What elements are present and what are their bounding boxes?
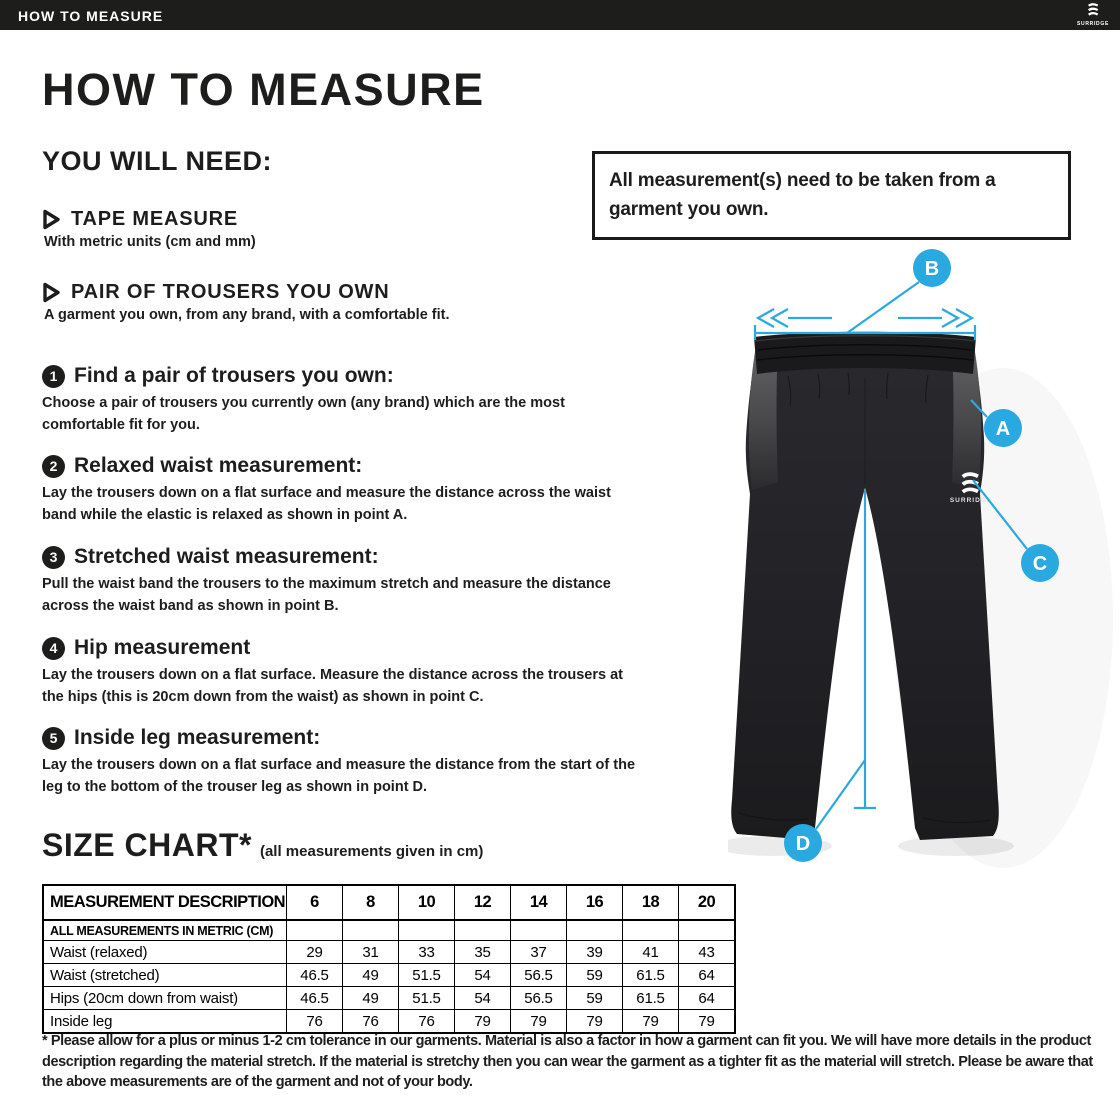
empty-cell: [623, 920, 679, 941]
header-cell: 8: [343, 885, 399, 920]
size-cell: 54: [455, 964, 511, 987]
step-description: Choose a pair of trousers you currently own (any brand) which are the most comfortable fit for you.: [42, 395, 565, 433]
table-row: [43, 987, 735, 1010]
step-description: Lay the trousers down on a flat surface and measure the distance from the start of the leg to the bottom of the trouser leg as shown in point D.: [42, 757, 636, 795]
svg-text:C: C: [1032, 553, 1048, 575]
marker-c: [1021, 544, 1059, 582]
svg-text:B: B: [924, 258, 940, 280]
size-cell: 79: [679, 1010, 736, 1034]
step-number-badge: 5: [42, 727, 65, 750]
step-2: [42, 454, 642, 527]
table-row: [43, 941, 735, 964]
trousers-measurement-diagram: [728, 238, 1120, 898]
svg-text:SURRIDGE: SURRIDGE: [1077, 21, 1109, 27]
row-label: Inside leg: [43, 1010, 287, 1034]
header-cell: MEASUREMENT DESCRIPTION: [43, 885, 287, 920]
size-cell: 37: [511, 941, 567, 964]
you-will-need-heading: YOU WILL NEED:: [42, 146, 273, 176]
step-number-badge: 2: [42, 455, 65, 478]
size-cell: 79: [511, 1010, 567, 1034]
table-row: [43, 1010, 735, 1034]
empty-cell: [511, 920, 567, 941]
row-label: Hips (20cm down from waist): [43, 987, 287, 1010]
step-number-badge: 3: [42, 546, 65, 569]
step-title: Find a pair of trousers you own:: [74, 364, 394, 387]
tolerance-footnote: * Please allow for a plus or minus 1-2 cm tolerance in our garments. Material is also a factor in how a garment can fit you. We will have more details in the product description regarding the material stretch. If the material is stretchy then you can wear the garment as a tighter fit as the material will stretch. Please be aware that the above measurements are of the garment and not of your body.: [42, 1033, 1093, 1091]
empty-cell: [399, 920, 455, 941]
surridge-logo: [1070, 1, 1114, 29]
size-cell: 56.5: [511, 987, 567, 1010]
size-cell: 79: [455, 1010, 511, 1034]
size-cell: 64: [679, 964, 736, 987]
step-description: Pull the waist band the trousers to the maximum stretch and measure the distance across the waist band as shown in point B.: [42, 576, 611, 614]
header-cell: 14: [511, 885, 567, 920]
size-cell: 49: [343, 964, 399, 987]
size-chart-table: [42, 884, 736, 1034]
header-bar: [0, 0, 1120, 30]
note-cell: ALL MEASUREMENTS IN METRIC (CM): [43, 920, 287, 941]
size-cell: 43: [679, 941, 736, 964]
size-chart-subtitle: (all measurements given in cm): [259, 843, 484, 860]
size-cell: 59: [567, 987, 623, 1010]
header-cell: 18: [623, 885, 679, 920]
size-cell: 59: [567, 964, 623, 987]
empty-cell: [287, 920, 343, 941]
step-1: [42, 364, 642, 437]
header-cell: 20: [679, 885, 736, 920]
empty-cell: [455, 920, 511, 941]
step-5: [42, 726, 642, 799]
size-cell: 61.5: [623, 987, 679, 1010]
size-chart-heading: [42, 827, 483, 864]
step-number-badge: 1: [42, 365, 65, 388]
size-cell: 46.5: [287, 964, 343, 987]
triangle-bullet-icon: [42, 209, 61, 230]
size-cell: 51.5: [399, 987, 455, 1010]
size-cell: 56.5: [511, 964, 567, 987]
need-item-description: With metric units (cm and mm): [44, 234, 256, 250]
header-cell: 6: [287, 885, 343, 920]
need-item-trousers: [42, 281, 602, 323]
size-chart-title: SIZE CHART*: [42, 827, 252, 863]
size-cell: 51.5: [399, 964, 455, 987]
measurement-callout: All measurement(s) need to be taken from a garment you own.: [592, 151, 1071, 240]
size-cell: 76: [399, 1010, 455, 1034]
empty-cell: [567, 920, 623, 941]
size-cell: 46.5: [287, 987, 343, 1010]
marker-b: [913, 249, 951, 287]
size-cell: 76: [287, 1010, 343, 1034]
step-3: [42, 545, 642, 618]
step-number-badge: 4: [42, 637, 65, 660]
size-cell: 54: [455, 987, 511, 1010]
size-cell: 29: [287, 941, 343, 964]
header-cell: 12: [455, 885, 511, 920]
size-cell: 76: [343, 1010, 399, 1034]
header-cell: 16: [567, 885, 623, 920]
step-description: Lay the trousers down on a flat surface and measure the distance across the waist band while the elastic is relaxed as shown in point A.: [42, 485, 611, 523]
size-cell: 61.5: [623, 964, 679, 987]
size-cell: 31: [343, 941, 399, 964]
size-cell: 41: [623, 941, 679, 964]
step-title: Hip measurement: [74, 636, 251, 659]
marker-a: [984, 409, 1022, 447]
empty-cell: [343, 920, 399, 941]
row-label: Waist (relaxed): [43, 941, 287, 964]
size-cell: 64: [679, 987, 736, 1010]
page-title: HOW TO MEASURE: [42, 64, 485, 115]
need-item-title: TAPE MEASURE: [71, 208, 239, 230]
table-row: [43, 964, 735, 987]
row-label: Waist (stretched): [43, 964, 287, 987]
step-description: Lay the trousers down on a flat surface. Measure the distance across the trousers at the hips (this is 20cm down from the waist) as shown in point C.: [42, 667, 623, 705]
size-cell: 49: [343, 987, 399, 1010]
marker-d: [784, 824, 822, 862]
table-note-row: [43, 920, 735, 941]
size-cell: 79: [623, 1010, 679, 1034]
empty-cell: [679, 920, 736, 941]
svg-text:SURRIDGE: SURRIDGE: [949, 497, 993, 504]
size-cell: 35: [455, 941, 511, 964]
header-cell: 10: [399, 885, 455, 920]
size-cell: 79: [567, 1010, 623, 1034]
size-cell: 39: [567, 941, 623, 964]
need-item-tape-measure: [42, 208, 602, 250]
step-title: Relaxed waist measurement:: [74, 454, 363, 477]
triangle-bullet-icon: [42, 282, 61, 303]
size-cell: 33: [399, 941, 455, 964]
table-header-row: [43, 885, 735, 920]
step-title: Inside leg measurement:: [74, 726, 321, 749]
header-title: HOW TO MEASURE: [18, 8, 164, 24]
svg-text:A: A: [995, 418, 1011, 440]
need-item-title: PAIR OF TROUSERS YOU OWN: [71, 281, 390, 303]
step-title: Stretched waist measurement:: [74, 545, 379, 568]
need-item-description: A garment you own, from any brand, with a comfortable fit.: [44, 307, 450, 323]
step-4: [42, 636, 642, 709]
svg-text:D: D: [795, 833, 811, 855]
